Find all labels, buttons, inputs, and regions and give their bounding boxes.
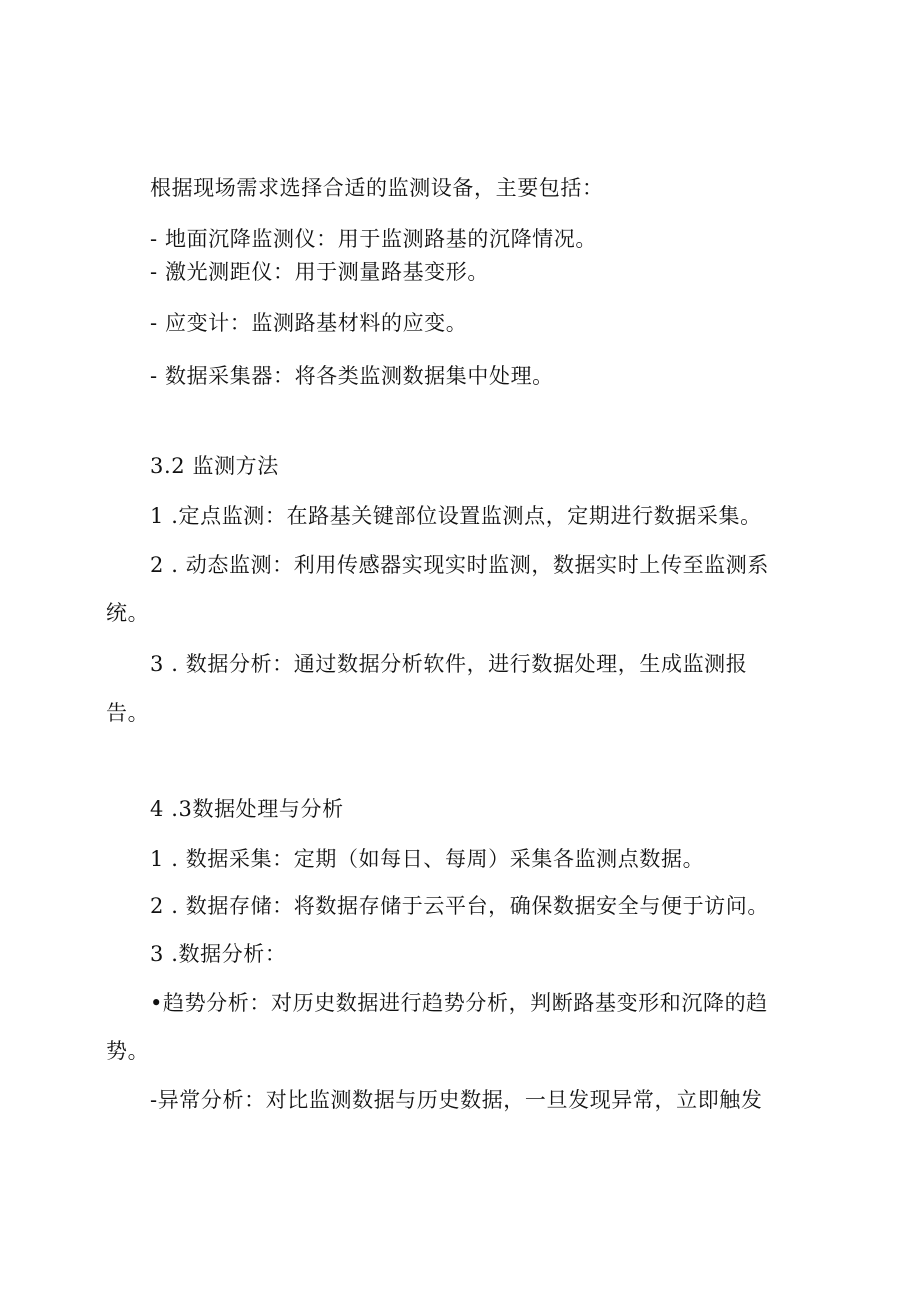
processing-item-analysis: 3 .数据分析：: [150, 942, 287, 966]
section-heading-3-2: 3.2 监测方法: [150, 454, 279, 478]
anomaly-analysis-line: -异常分析：对比监测数据与历史数据，一旦发现异常，立即触发: [150, 1088, 763, 1112]
method-item-dynamic: 2 . 动态监测：利用传感器实现实时监测，数据实时上传至监测系: [150, 553, 769, 577]
processing-item-collection: 1 . 数据采集：定期（如每日、每周）采集各监测点数据。: [150, 847, 705, 871]
intro-paragraph: 根据现场需求选择合适的监测设备，主要包括：: [150, 176, 604, 200]
equipment-item-data-logger: - 数据采集器：将各类监测数据集中处理。: [150, 364, 554, 388]
equipment-item-strain-gauge: - 应变计：监测路基材料的应变。: [150, 311, 468, 335]
equipment-item-laser-rangefinder: - 激光测距仪：用于测量路基变形。: [150, 260, 489, 284]
method-item-fixed-point: 1 .定点监测：在路基关键部位设置监测点，定期进行数据采集。: [150, 504, 762, 528]
method-item-dynamic-continued: 统。: [106, 601, 150, 625]
method-item-analysis-continued: 告。: [106, 701, 150, 725]
trend-analysis-line: •趋势分析：对历史数据进行趋势分析，判断路基变形和沉降的趋: [150, 991, 768, 1015]
method-item-analysis: 3 . 数据分析：通过数据分析软件，进行数据处理，生成监测报: [150, 652, 748, 676]
trend-analysis-continued: 势。: [106, 1039, 150, 1063]
equipment-item-settlement-monitor: - 地面沉降监测仪：用于监测路基的沉降情况。: [150, 227, 597, 251]
processing-item-storage: 2 . 数据存储：将数据存储于云平台，确保数据安全与便于访问。: [150, 894, 769, 918]
section-heading-4-3: 4 .3数据处理与分析: [150, 797, 344, 821]
